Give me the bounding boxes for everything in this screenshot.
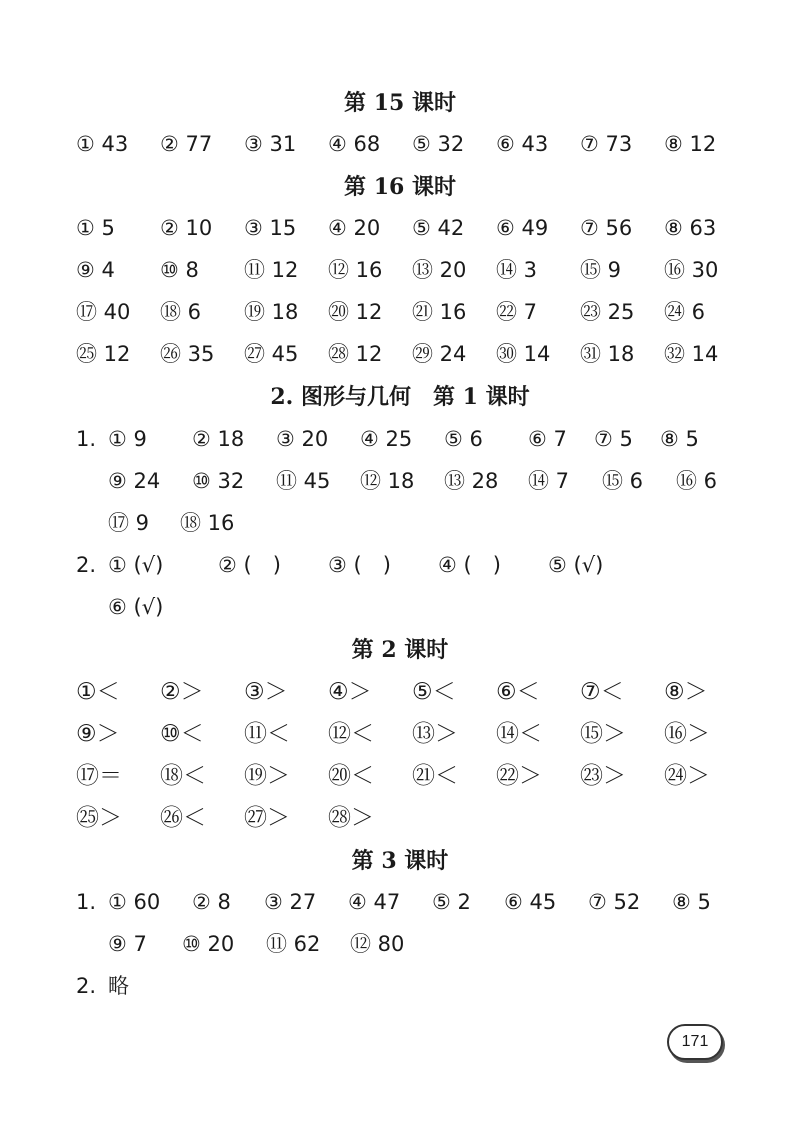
answer-item: ⑮ 6 bbox=[602, 469, 644, 493]
section-title-15: 第 15 课时 bbox=[344, 90, 456, 116]
answer-row bbox=[108, 506, 234, 540]
question-number: 1. bbox=[76, 427, 97, 451]
answer-row bbox=[76, 337, 718, 371]
answer-item: ⑫ 16 bbox=[328, 258, 383, 282]
answer-item: ⑤ 2 bbox=[432, 890, 471, 914]
answer-item: ① (√) bbox=[108, 553, 164, 577]
answer-item: ⑥ 43 bbox=[496, 132, 549, 156]
answer-item: ④ 47 bbox=[348, 890, 401, 914]
answer-item: ㉕＞ bbox=[76, 805, 122, 831]
answer-item: ⑭ 3 bbox=[496, 258, 538, 282]
answer-item: ⑨＞ bbox=[76, 721, 120, 747]
answer-item: ① 60 bbox=[108, 890, 161, 914]
answer-item: ㉜ 14 bbox=[664, 342, 719, 366]
section-title-geometry-1: 2. 图形与几何 第 1 课时 bbox=[270, 384, 530, 410]
answer-item: ⑪＜ bbox=[244, 721, 290, 747]
answer-item: ⑥ 49 bbox=[496, 216, 549, 240]
answer-item: ⑲ 18 bbox=[244, 300, 299, 324]
answer-item: ㉒＞ bbox=[496, 763, 542, 789]
answer-item: ㉔ 6 bbox=[664, 300, 706, 324]
answer-item: ⑱＜ bbox=[160, 763, 206, 789]
answer-item: ㉕ 12 bbox=[76, 342, 131, 366]
answer-item: ⑧ 5 bbox=[660, 427, 699, 451]
answer-item: ⑬ 20 bbox=[412, 258, 467, 282]
answer-item: ⑳ 12 bbox=[328, 300, 383, 324]
answer-item: ⑬＞ bbox=[412, 721, 458, 747]
answer-item: ④＞ bbox=[328, 679, 372, 705]
answer-item: ⑦ 73 bbox=[580, 132, 633, 156]
answer-row bbox=[108, 927, 404, 961]
answer-item: ① 43 bbox=[76, 132, 129, 156]
answer-item: ② 77 bbox=[160, 132, 213, 156]
answer-item: ④ 20 bbox=[328, 216, 381, 240]
question-number: 2. bbox=[76, 974, 97, 998]
section-title-2: 第 2 课时 bbox=[351, 637, 449, 663]
answer-item: ⑨ 7 bbox=[108, 932, 147, 956]
answer-item: ⑭ 7 bbox=[528, 469, 570, 493]
answer-item: ④ 68 bbox=[328, 132, 381, 156]
answer-row bbox=[76, 801, 374, 835]
answer-item: ㉗＞ bbox=[244, 805, 290, 831]
answer-row bbox=[76, 675, 708, 709]
answer-item: ⑱ 6 bbox=[160, 300, 202, 324]
answer-item: ㉚ 14 bbox=[496, 342, 551, 366]
answer-item: ⑥ 7 bbox=[528, 427, 567, 451]
answer-item: ④ 25 bbox=[360, 427, 413, 451]
answer-item: ⑰ 9 bbox=[108, 511, 150, 535]
answer-item: ③ 15 bbox=[244, 216, 297, 240]
answer-item: ⑫＜ bbox=[328, 721, 374, 747]
answer-row bbox=[108, 464, 717, 498]
answer-item: ㉖＜ bbox=[160, 805, 206, 831]
answer-item: ⑥ (√) bbox=[108, 595, 164, 619]
answer-item: ⑧ 12 bbox=[664, 132, 717, 156]
answer-row bbox=[76, 759, 710, 793]
answer-item: ⑰ 40 bbox=[76, 300, 131, 324]
answer-item: ㉖ 35 bbox=[160, 342, 215, 366]
answer-item: ⑲＞ bbox=[244, 763, 290, 789]
answer-item: ㉗ 45 bbox=[244, 342, 299, 366]
section-title-16: 第 16 课时 bbox=[344, 174, 456, 200]
answer-item: ⑩＜ bbox=[160, 721, 204, 747]
answer-row bbox=[108, 590, 163, 624]
answer-item: ⑨ 24 bbox=[108, 469, 161, 493]
answer-item: ② 8 bbox=[192, 890, 231, 914]
answer-item: ㉓＞ bbox=[580, 763, 626, 789]
answer-item: ㉛ 18 bbox=[580, 342, 635, 366]
question-number: 1. bbox=[76, 890, 97, 914]
answer-item: ㉔＞ bbox=[664, 763, 710, 789]
answer-item: ⑬ 28 bbox=[444, 469, 499, 493]
answer-item: ㉒ 7 bbox=[496, 300, 538, 324]
answer-item: ⑦ 5 bbox=[594, 427, 633, 451]
answer-item: ⑪ 12 bbox=[244, 258, 299, 282]
answer-item: ㉘ 12 bbox=[328, 342, 383, 366]
answer-item: ⑩ 8 bbox=[160, 258, 199, 282]
answer-item: ㉑＜ bbox=[412, 763, 458, 789]
page-number: 171 bbox=[667, 1024, 723, 1060]
answer-item: ⑮＞ bbox=[580, 721, 626, 747]
answer-item: ③＞ bbox=[244, 679, 288, 705]
answer-item: ① 5 bbox=[76, 216, 115, 240]
answer-item: 略 bbox=[108, 974, 129, 998]
answer-item: ③ 20 bbox=[276, 427, 329, 451]
answer-item: ⑰＝ bbox=[76, 763, 122, 789]
answer-item: ① 9 bbox=[108, 427, 147, 451]
answer-item: ⑦＜ bbox=[580, 679, 624, 705]
answer-item: ㉘＞ bbox=[328, 805, 374, 831]
answer-item: ⑤ 6 bbox=[444, 427, 483, 451]
answer-item: ⑳＜ bbox=[328, 763, 374, 789]
answer-row bbox=[76, 969, 129, 1003]
answer-item: ③ 27 bbox=[264, 890, 317, 914]
answer-item: ② ( ) bbox=[218, 553, 281, 577]
answer-item: ⑪ 62 bbox=[266, 932, 321, 956]
answer-item: ⑤ 42 bbox=[412, 216, 465, 240]
answer-item: ⑮ 9 bbox=[580, 258, 622, 282]
section-title-3: 第 3 课时 bbox=[351, 848, 449, 874]
answer-item: ② 18 bbox=[192, 427, 245, 451]
question-number: 2. bbox=[76, 553, 97, 577]
answer-item: ⑤ 32 bbox=[412, 132, 465, 156]
answer-item: ㉙ 24 bbox=[412, 342, 467, 366]
answer-item: ⑯ 6 bbox=[676, 469, 718, 493]
answer-item: ⑱ 16 bbox=[180, 511, 235, 535]
answer-row bbox=[76, 295, 705, 329]
answer-item: ⑨ 4 bbox=[76, 258, 115, 282]
answer-item: ②＞ bbox=[160, 679, 204, 705]
answer-item: ⑤＜ bbox=[412, 679, 456, 705]
answer-item: ①＜ bbox=[76, 679, 120, 705]
answer-item: ⑯ 30 bbox=[664, 258, 719, 282]
answer-item: ⑦ 56 bbox=[580, 216, 633, 240]
answer-item: ⑯＞ bbox=[664, 721, 710, 747]
answer-item: ⑥ 45 bbox=[504, 890, 557, 914]
answer-row bbox=[76, 127, 716, 161]
answer-item: ⑦ 52 bbox=[588, 890, 641, 914]
answer-row bbox=[76, 885, 711, 919]
answer-row bbox=[76, 717, 710, 751]
answer-item: ② 10 bbox=[160, 216, 213, 240]
answer-item: ⑭＜ bbox=[496, 721, 542, 747]
answer-item: ⑧ 63 bbox=[664, 216, 717, 240]
answer-item: ㉑ 16 bbox=[412, 300, 467, 324]
answer-row bbox=[76, 548, 604, 582]
answer-item: ⑪ 45 bbox=[276, 469, 331, 493]
answer-item: ⑫ 80 bbox=[350, 932, 405, 956]
answer-item: ⑤ (√) bbox=[548, 553, 604, 577]
answer-item: ㉓ 25 bbox=[580, 300, 635, 324]
answer-item: ⑥＜ bbox=[496, 679, 540, 705]
answer-item: ③ ( ) bbox=[328, 553, 391, 577]
answer-item: ③ 31 bbox=[244, 132, 297, 156]
answer-row bbox=[76, 422, 699, 456]
answer-item: ⑧＞ bbox=[664, 679, 708, 705]
answer-item: ④ ( ) bbox=[438, 553, 501, 577]
answer-row bbox=[76, 253, 718, 287]
answer-item: ⑩ 32 bbox=[192, 469, 245, 493]
answer-row bbox=[76, 211, 716, 245]
answer-item: ⑧ 5 bbox=[672, 890, 711, 914]
answer-item: ⑩ 20 bbox=[182, 932, 235, 956]
answer-item: ⑫ 18 bbox=[360, 469, 415, 493]
